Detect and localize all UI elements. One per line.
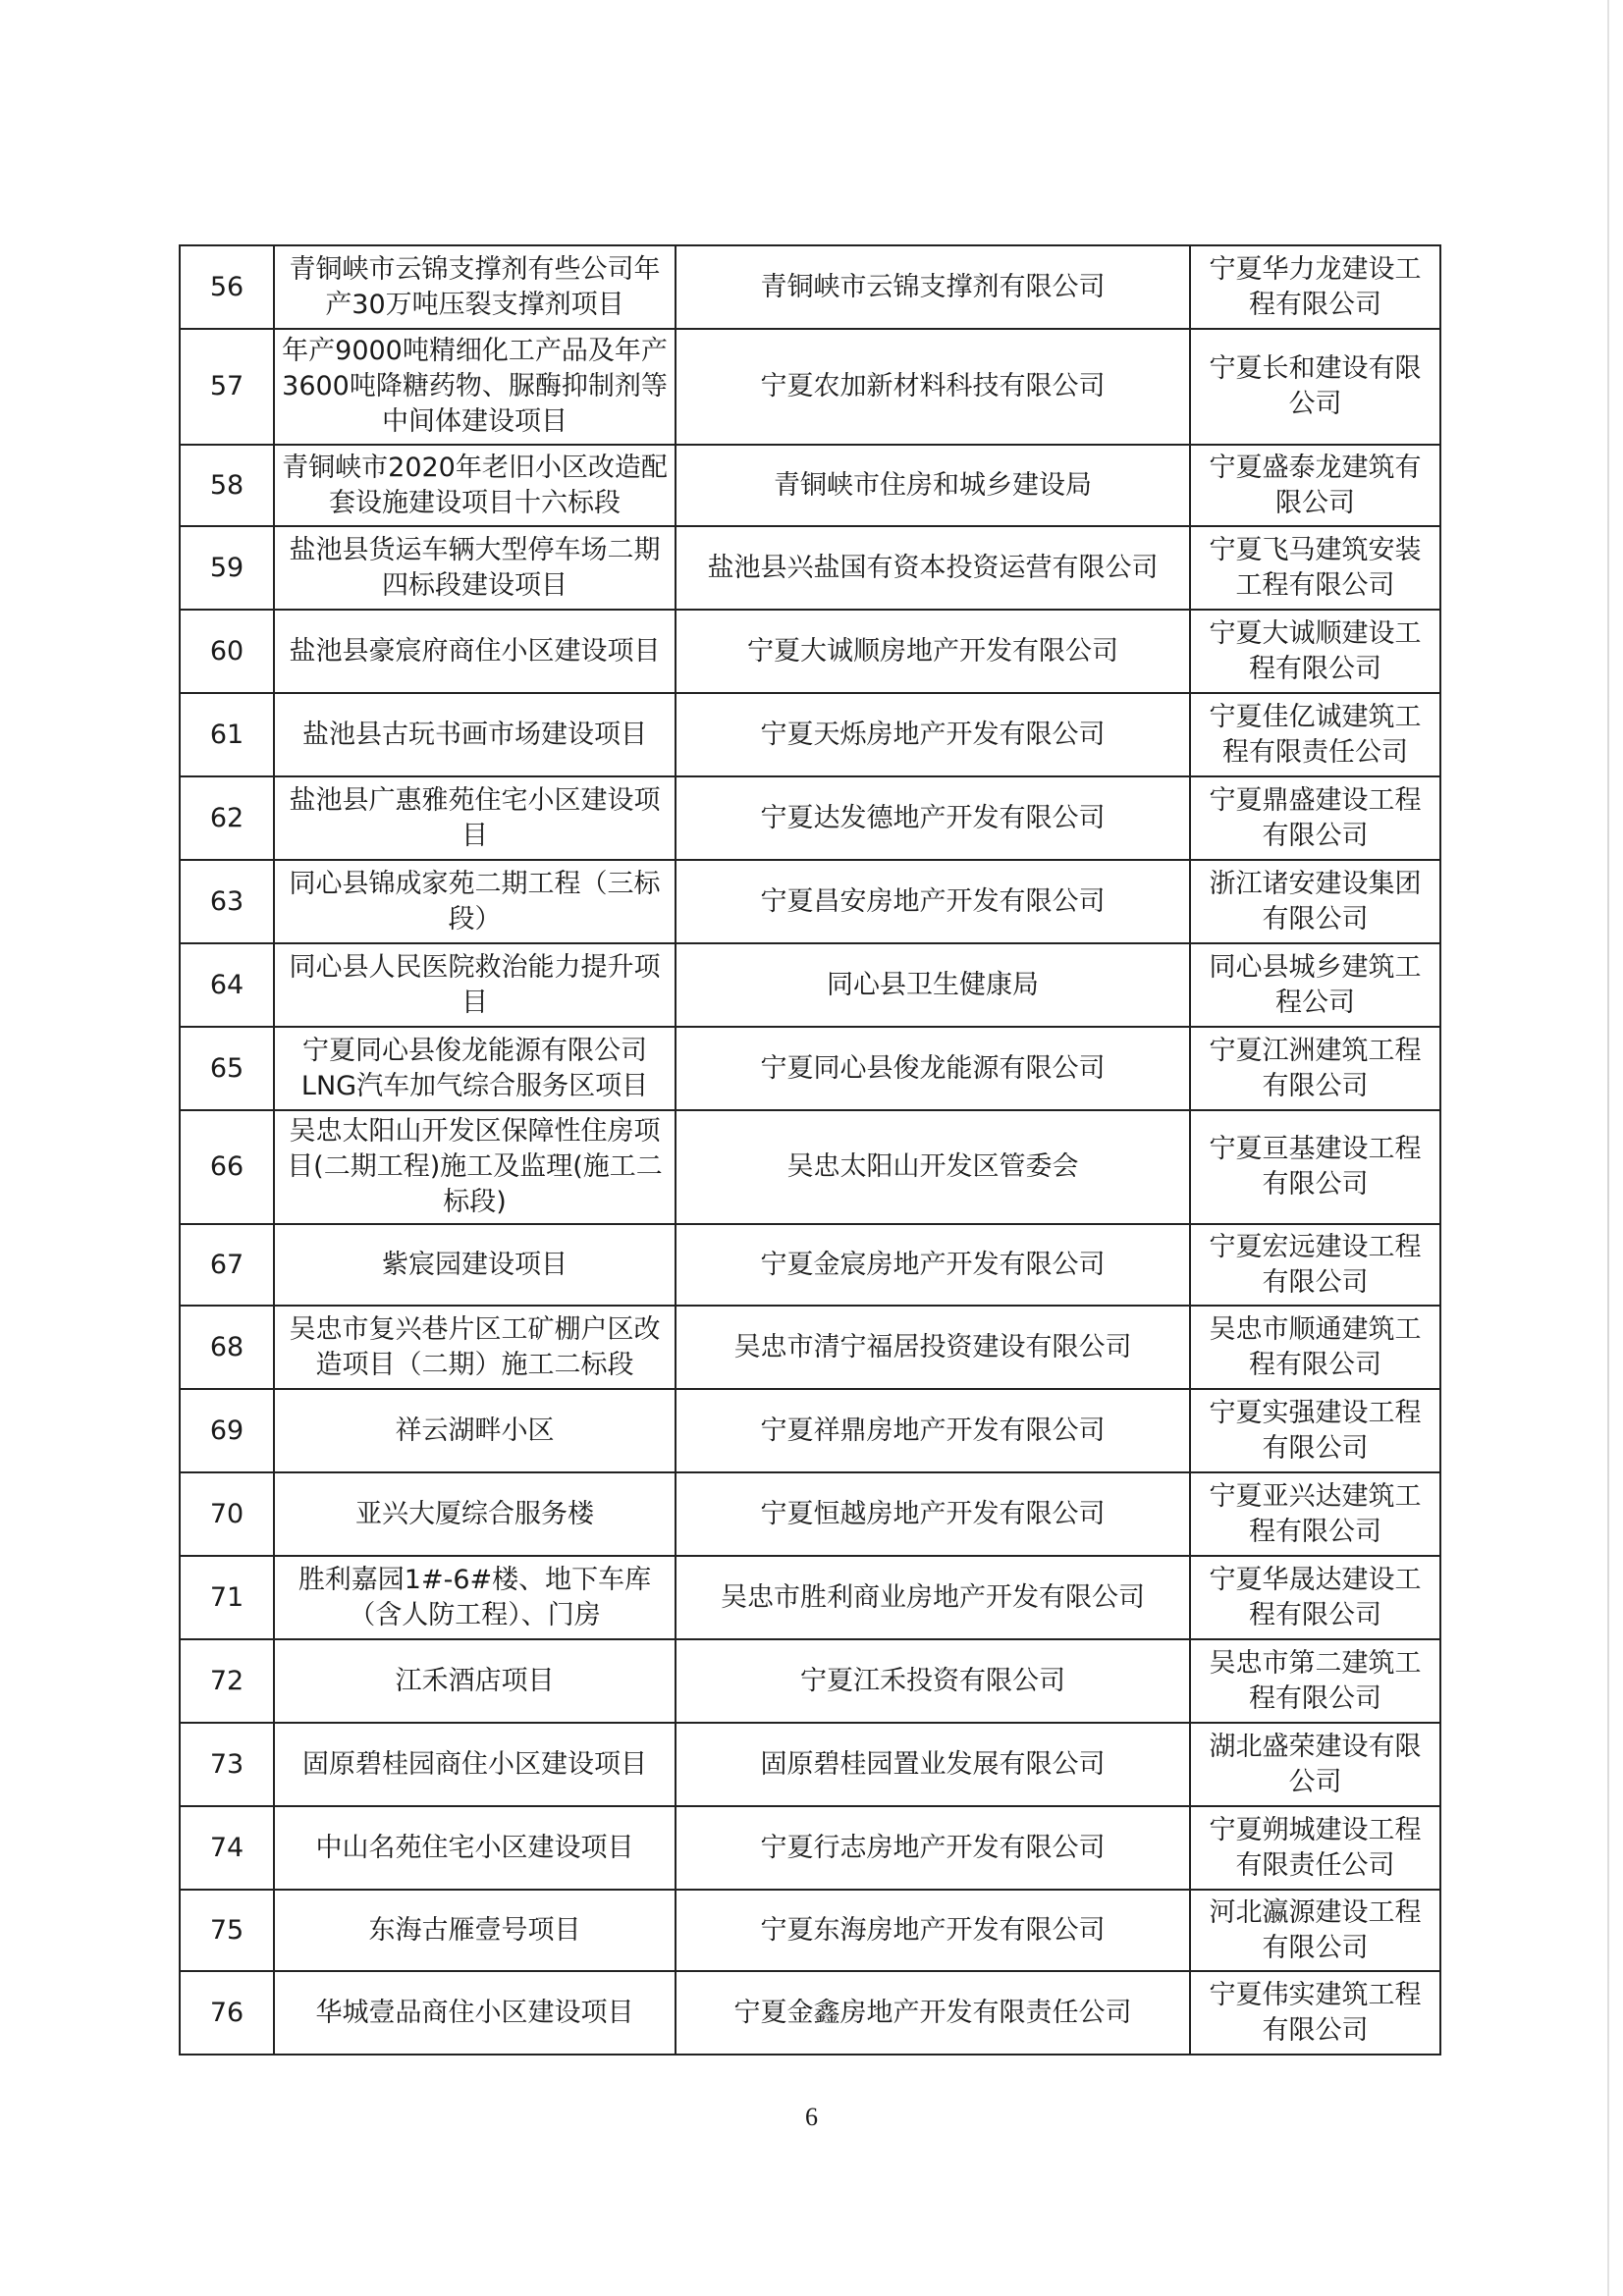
project-name: 盐池县古玩书画市场建设项目 bbox=[274, 693, 676, 776]
row-number: 76 bbox=[180, 1971, 274, 2055]
construction-unit: 宁夏长和建设有限公司 bbox=[1190, 329, 1440, 445]
construction-unit: 宁夏华晟达建设工程有限公司 bbox=[1190, 1556, 1440, 1639]
table-row bbox=[180, 1806, 1440, 1890]
project-name: 吴忠市复兴巷片区工矿棚户区改造项目（二期）施工二标段 bbox=[274, 1306, 676, 1389]
page-number: 6 bbox=[805, 2103, 818, 2131]
construction-unit: 宁夏亚兴达建筑工程有限公司 bbox=[1190, 1472, 1440, 1556]
table-row bbox=[180, 1224, 1440, 1306]
table-row bbox=[180, 776, 1440, 860]
table-row bbox=[180, 693, 1440, 776]
construction-unit: 宁夏宏远建设工程有限公司 bbox=[1190, 1224, 1440, 1306]
owner-unit: 宁夏农加新材料科技有限公司 bbox=[676, 329, 1190, 445]
construction-unit: 宁夏飞马建筑安装工程有限公司 bbox=[1190, 526, 1440, 610]
owner-unit: 吴忠市清宁福居投资建设有限公司 bbox=[676, 1306, 1190, 1389]
table-row bbox=[180, 860, 1440, 943]
construction-unit: 吴忠市顺通建筑工程有限公司 bbox=[1190, 1306, 1440, 1389]
table-row bbox=[180, 1110, 1440, 1224]
table-row bbox=[180, 245, 1440, 329]
owner-unit: 宁夏东海房地产开发有限公司 bbox=[676, 1890, 1190, 1971]
project-name: 盐池县广惠雅苑住宅小区建设项目 bbox=[274, 776, 676, 860]
owner-unit: 宁夏恒越房地产开发有限公司 bbox=[676, 1472, 1190, 1556]
row-number: 56 bbox=[180, 245, 274, 329]
owner-unit: 固原碧桂园置业发展有限公司 bbox=[676, 1723, 1190, 1806]
project-name: 东海古雁壹号项目 bbox=[274, 1890, 676, 1971]
project-name: 青铜峡市2020年老旧小区改造配套设施建设项目十六标段 bbox=[274, 445, 676, 526]
row-number: 57 bbox=[180, 329, 274, 445]
owner-unit: 宁夏同心县俊龙能源有限公司 bbox=[676, 1027, 1190, 1110]
construction-unit: 浙江诸安建设集团有限公司 bbox=[1190, 860, 1440, 943]
row-number: 68 bbox=[180, 1306, 274, 1389]
table-row bbox=[180, 1027, 1440, 1110]
table-row bbox=[180, 526, 1440, 610]
row-number: 69 bbox=[180, 1389, 274, 1472]
row-number: 71 bbox=[180, 1556, 274, 1639]
table-row bbox=[180, 943, 1440, 1027]
row-number: 73 bbox=[180, 1723, 274, 1806]
owner-unit: 宁夏昌安房地产开发有限公司 bbox=[676, 860, 1190, 943]
owner-unit: 宁夏行志房地产开发有限公司 bbox=[676, 1806, 1190, 1890]
table-row bbox=[180, 1556, 1440, 1639]
owner-unit: 宁夏金鑫房地产开发有限责任公司 bbox=[676, 1971, 1190, 2055]
owner-unit: 宁夏达发德地产开发有限公司 bbox=[676, 776, 1190, 860]
row-number: 59 bbox=[180, 526, 274, 610]
owner-unit: 同心县卫生健康局 bbox=[676, 943, 1190, 1027]
owner-unit: 宁夏江禾投资有限公司 bbox=[676, 1639, 1190, 1723]
project-name: 吴忠太阳山开发区保障性住房项目(二期工程)施工及监理(施工二标段) bbox=[274, 1110, 676, 1224]
construction-unit: 河北瀛源建设工程有限公司 bbox=[1190, 1890, 1440, 1971]
construction-unit: 宁夏佳亿诚建筑工程有限责任公司 bbox=[1190, 693, 1440, 776]
owner-unit: 宁夏金宸房地产开发有限公司 bbox=[676, 1224, 1190, 1306]
owner-unit: 吴忠太阳山开发区管委会 bbox=[676, 1110, 1190, 1224]
row-number: 61 bbox=[180, 693, 274, 776]
row-number: 60 bbox=[180, 610, 274, 693]
construction-unit: 宁夏朔城建设工程有限责任公司 bbox=[1190, 1806, 1440, 1890]
owner-unit: 吴忠市胜利商业房地产开发有限公司 bbox=[676, 1556, 1190, 1639]
table-row bbox=[180, 445, 1440, 526]
owner-unit: 宁夏天烁房地产开发有限公司 bbox=[676, 693, 1190, 776]
construction-unit: 宁夏江洲建筑工程有限公司 bbox=[1190, 1027, 1440, 1110]
project-name: 华城壹品商住小区建设项目 bbox=[274, 1971, 676, 2055]
table-row bbox=[180, 1306, 1440, 1389]
row-number: 70 bbox=[180, 1472, 274, 1556]
owner-unit: 盐池县兴盐国有资本投资运营有限公司 bbox=[676, 526, 1190, 610]
table-row bbox=[180, 329, 1440, 445]
table-row bbox=[180, 1723, 1440, 1806]
project-name: 亚兴大厦综合服务楼 bbox=[274, 1472, 676, 1556]
table-row bbox=[180, 1890, 1440, 1971]
owner-unit: 青铜峡市住房和城乡建设局 bbox=[676, 445, 1190, 526]
project-name: 紫宸园建设项目 bbox=[274, 1224, 676, 1306]
owner-unit: 宁夏祥鼎房地产开发有限公司 bbox=[676, 1389, 1190, 1472]
construction-unit: 宁夏华力龙建设工程有限公司 bbox=[1190, 245, 1440, 329]
project-name: 宁夏同心县俊龙能源有限公司LNG汽车加气综合服务区项目 bbox=[274, 1027, 676, 1110]
construction-unit: 宁夏实强建设工程有限公司 bbox=[1190, 1389, 1440, 1472]
construction-unit: 吴忠市第二建筑工程有限公司 bbox=[1190, 1639, 1440, 1723]
projects-table bbox=[179, 244, 1441, 2056]
row-number: 58 bbox=[180, 445, 274, 526]
project-name: 同心县锦成家苑二期工程（三标段） bbox=[274, 860, 676, 943]
table-row bbox=[180, 610, 1440, 693]
construction-unit: 宁夏亘基建设工程有限公司 bbox=[1190, 1110, 1440, 1224]
table-row bbox=[180, 1971, 1440, 2055]
construction-unit: 湖北盛荣建设有限公司 bbox=[1190, 1723, 1440, 1806]
construction-unit: 同心县城乡建筑工程公司 bbox=[1190, 943, 1440, 1027]
project-name: 祥云湖畔小区 bbox=[274, 1389, 676, 1472]
project-name: 固原碧桂园商住小区建设项目 bbox=[274, 1723, 676, 1806]
table-row bbox=[180, 1389, 1440, 1472]
table-row bbox=[180, 1472, 1440, 1556]
row-number: 75 bbox=[180, 1890, 274, 1971]
row-number: 72 bbox=[180, 1639, 274, 1723]
row-number: 63 bbox=[180, 860, 274, 943]
owner-unit: 青铜峡市云锦支撑剂有限公司 bbox=[676, 245, 1190, 329]
owner-unit: 宁夏大诚顺房地产开发有限公司 bbox=[676, 610, 1190, 693]
table-row bbox=[180, 1639, 1440, 1723]
row-number: 67 bbox=[180, 1224, 274, 1306]
project-name: 盐池县货运车辆大型停车场二期四标段建设项目 bbox=[274, 526, 676, 610]
project-name: 同心县人民医院救治能力提升项目 bbox=[274, 943, 676, 1027]
row-number: 74 bbox=[180, 1806, 274, 1890]
project-name: 盐池县豪宸府商住小区建设项目 bbox=[274, 610, 676, 693]
page-edge-shadow bbox=[1607, 0, 1609, 2296]
project-name: 胜利嘉园1#-6#楼、地下车库（含人防工程）、门房 bbox=[274, 1556, 676, 1639]
row-number: 62 bbox=[180, 776, 274, 860]
row-number: 65 bbox=[180, 1027, 274, 1110]
construction-unit: 宁夏伟实建筑工程有限公司 bbox=[1190, 1971, 1440, 2055]
construction-unit: 宁夏鼎盛建设工程有限公司 bbox=[1190, 776, 1440, 860]
project-name: 年产9000吨精细化工产品及年产3600吨降糖药物、脲酶抑制剂等中间体建设项目 bbox=[274, 329, 676, 445]
construction-unit: 宁夏大诚顺建设工程有限公司 bbox=[1190, 610, 1440, 693]
project-name: 青铜峡市云锦支撑剂有些公司年产30万吨压裂支撑剂项目 bbox=[274, 245, 676, 329]
construction-unit: 宁夏盛泰龙建筑有限公司 bbox=[1190, 445, 1440, 526]
project-name: 江禾酒店项目 bbox=[274, 1639, 676, 1723]
project-name: 中山名苑住宅小区建设项目 bbox=[274, 1806, 676, 1890]
row-number: 64 bbox=[180, 943, 274, 1027]
row-number: 66 bbox=[180, 1110, 274, 1224]
